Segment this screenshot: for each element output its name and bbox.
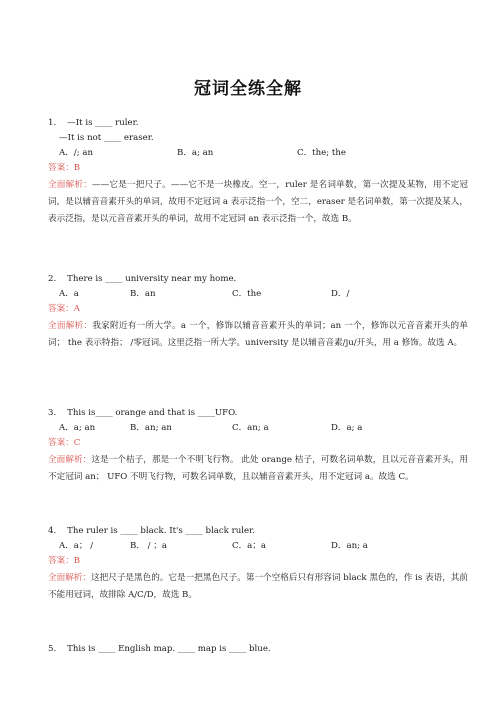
analysis-label: 全面解析：: [48, 573, 92, 583]
question-stem: [48, 524, 468, 539]
option-d: D．/: [331, 289, 350, 299]
question-stem: [48, 272, 468, 287]
analysis: [48, 452, 468, 486]
analysis-label: 全面解析：: [48, 321, 93, 331]
analysis-label: 全面解析：: [48, 180, 93, 190]
options: [48, 146, 468, 161]
page-title: 冠词全练全解: [194, 79, 302, 99]
option-c: C．the: [232, 289, 262, 299]
option-c: C．an; a: [232, 423, 269, 433]
analysis-text: 这把尺子是黑色的。它是一把黑色尺子。第一个空格后只有形容词 black 黑色的，作 is 表语，其前不能用冠词，故排除 A/C/D，故选 B。: [48, 573, 468, 600]
option-b: B．an; an: [130, 423, 172, 433]
question-stem: [48, 642, 468, 657]
analysis-text: 我家附近有一所大学。a 一个，修饰以辅音音素开头的单词；an 一个，修饰以元音音素开头的单词； the 表示特指； /零冠词。这里泛指一所大学。university 是以辅音音素/ju/开头，用 a 修饰。故选 A。: [48, 321, 468, 348]
stem-text: There is ____ university near my home.: [67, 274, 237, 284]
question-stem: [48, 406, 468, 421]
options: [48, 421, 468, 436]
option-b: B．an: [130, 289, 156, 299]
option-a: A．a; an: [59, 423, 96, 433]
option-a: A．a； /: [59, 541, 94, 551]
question-2: [48, 272, 468, 352]
stem-text: The ruler is ____ black. It's ____ black ruler.: [67, 526, 255, 536]
question-number: 4.: [48, 526, 57, 536]
question-number: 1.: [48, 118, 57, 128]
question-5: [48, 642, 468, 657]
analysis-text: ——它是一把尺子。——它不是一块橡皮。空一，ruler 是名词单数，第一次提及某物，用不定冠词，是以辅音音素开头的单词，故用不定冠词 a 表示泛指一个，空二，eraser 是名词单数，第一次提及某人，表示泛指，是以元音音素开头的单词，故用不定冠词 an 表示泛指一个，故选 B。: [48, 180, 468, 224]
option-a: A．/; an: [59, 148, 93, 158]
option-c: C．the; the: [297, 148, 346, 158]
answer: 答案：A: [48, 304, 80, 314]
stem-text: This is ____ English map. ____ map is ____ blue.: [67, 644, 271, 654]
question-number: 3.: [48, 408, 57, 418]
answer: 答案：C: [48, 438, 81, 448]
answer: 答案：B: [48, 163, 81, 173]
analysis-label: 全面解析：: [48, 455, 92, 465]
question-3: [48, 406, 468, 486]
stem-text: This is____ orange and that is ____UFO.: [67, 408, 238, 418]
option-d: D．a; a: [331, 423, 363, 433]
question-number: 5.: [48, 644, 57, 654]
analysis: [48, 318, 468, 352]
analysis: [48, 570, 468, 604]
options: [48, 539, 468, 554]
analysis: [48, 177, 468, 227]
option-a: A．a: [59, 289, 79, 299]
question-stem: [48, 116, 468, 131]
question-4: [48, 524, 468, 604]
answer: 答案：B: [48, 556, 81, 566]
options: [48, 287, 468, 302]
option-b: B．a; an: [177, 148, 214, 158]
option-c: C．a；a: [232, 541, 267, 551]
question-number: 2.: [48, 274, 57, 284]
analysis-text: 这是一个桔子，那是一个不明飞行物。 此处 orange 桔子，可数名词单数，且以元音音素开头，用不定冠词 an； UFO 不明飞行物，可数名词单数，且以辅音音素开头，用不定冠词 a。故选 C。: [48, 455, 468, 482]
option-b: B． / ；a: [130, 541, 167, 551]
option-d: D．an; a: [331, 541, 368, 551]
question-1: [48, 116, 468, 227]
stem-text-2: —It is not ____ eraser.: [59, 133, 154, 143]
stem-text: —It is ____ ruler.: [67, 118, 139, 128]
